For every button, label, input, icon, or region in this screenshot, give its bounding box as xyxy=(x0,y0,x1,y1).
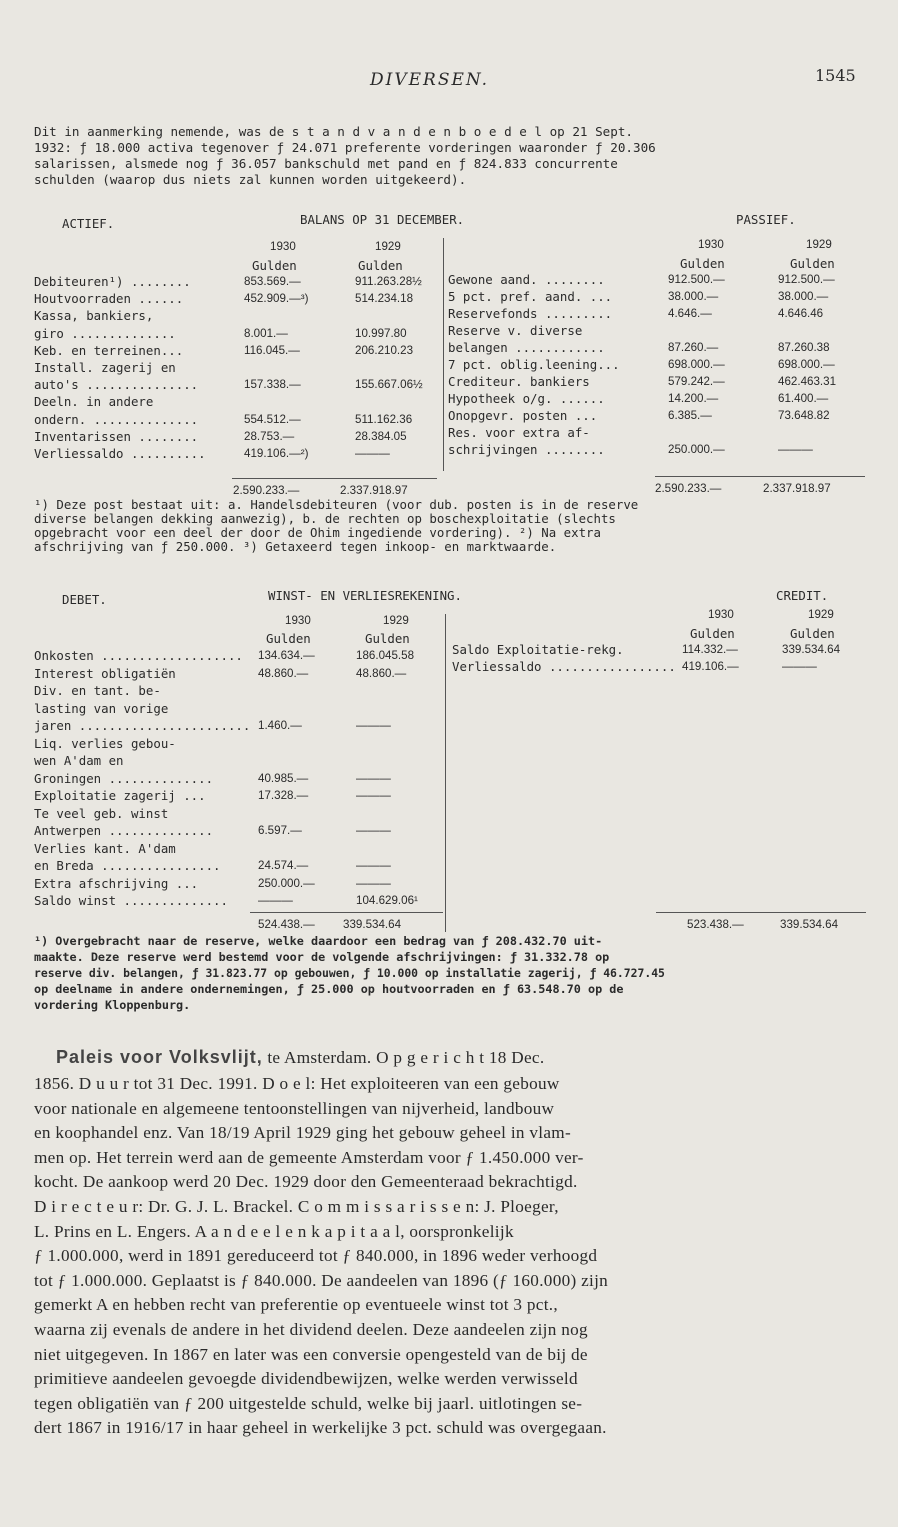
balans-passief-year-1930: 1930 xyxy=(698,238,724,251)
actief-row-value-1929: 206.210.23 xyxy=(355,343,414,357)
winst-credit-unit-1929: Gulden xyxy=(790,626,835,641)
debet-row-label: Te veel geb. winst xyxy=(34,805,169,821)
intro-line-1: Dit in aanmerking nemende, was de s t a n d v a n d e n b o e d e l op 21 Sept. xyxy=(34,124,633,139)
balans-passief-heading: PASSIEF. xyxy=(736,212,796,227)
balans-note-2: diverse belangen dekking aanwezig), b. de rechten op boschexploitatie (slechts xyxy=(34,511,616,526)
debet-row-value-1930: 40.985.— xyxy=(258,771,309,785)
passief-row-value-1930: 87.260.— xyxy=(668,341,719,354)
intro-line-2: 1932: ƒ 18.000 activa tegenover ƒ 24.071 preferente vorderingen waaronder ƒ 20.306 xyxy=(34,140,656,155)
passief-row-value-1930: 4.646.— xyxy=(668,307,712,320)
company-paragraph-line: voor nationale en algemeene tentoonstellingen van nijverheid, landbouw xyxy=(34,1098,555,1118)
actief-row-label: ondern. .............. xyxy=(34,411,199,427)
balans-passief-year-1929: 1929 xyxy=(806,238,832,251)
passief-row-label: 5 pct. pref. aand. ... xyxy=(448,289,613,304)
actief-row-value-1930: 116.045.— xyxy=(244,343,300,357)
debet-row-value-1929: 186.045.58 xyxy=(356,649,415,662)
balans-note-3: opgebracht voor een deel der door de Ohim ingediende vordering). ²) Na extra xyxy=(34,525,601,540)
actief-row-value-1929: 911.263.28½ xyxy=(355,275,422,288)
debet-row-value-1930: 48.860.— xyxy=(258,666,309,680)
actief-row-value-1930: 554.512.— xyxy=(244,412,301,426)
actief-row-value-1929: 28.384.05 xyxy=(355,429,407,443)
actief-row-value-1930: 853.569.— xyxy=(244,275,301,288)
company-paragraph-line: kocht. De aankoop werd 20 Dec. 1929 door den Gemeenteraad bekrachtigd. xyxy=(34,1172,578,1192)
company-first-line xyxy=(56,1046,544,1071)
debet-row-value-1930: 1.460.— xyxy=(258,719,302,732)
balans-actief-unit-1930: Gulden xyxy=(252,258,297,273)
debet-row-value-1929: ——— xyxy=(356,876,391,890)
actief-row-value-1930: 452.909.—³) xyxy=(244,292,309,306)
passief-row-value-1929: 38.000.— xyxy=(778,290,829,303)
company-paragraph-line: L. Prins en L. Engers. A a n d e e l e n k a p i t a a l, oorspronkelijk xyxy=(34,1221,514,1241)
winst-debet-year-1929: 1929 xyxy=(383,614,409,627)
passief-row-label: belangen ............ xyxy=(448,340,605,355)
passief-row-value-1929: 4.646.46 xyxy=(778,307,824,320)
winst-note-5: vordering Kloppenburg. xyxy=(34,998,191,1012)
debet-row-label: Exploitatie zagerij ... xyxy=(34,788,206,803)
company-paragraph-line: dert 1867 in 1916/17 in haar geheel in werkelijke 3 pct. schuld was overgegaan. xyxy=(34,1418,607,1438)
winst-credit-year-1929: 1929 xyxy=(808,608,834,621)
passief-row-value-1930: 912.500.— xyxy=(668,273,725,286)
passief-row-value-1930: 14.200.— xyxy=(668,392,719,405)
passief-row-label: 7 pct. oblig.leening... xyxy=(448,357,620,372)
actief-row-label: Verliessaldo .......... xyxy=(34,446,206,461)
debet-row-value-1930: 6.597.— xyxy=(258,824,302,837)
company-paragraph-line: waarna zij evenals de andere in het dividend deelen. Deze aandeelen zijn nog xyxy=(34,1320,588,1339)
winst-credit-heading: CREDIT. xyxy=(776,588,829,603)
actief-row-label: Kassa, bankiers, xyxy=(34,308,154,324)
debet-row-value-1930: 17.328.— xyxy=(258,789,309,802)
passief-row-value-1929: 73.648.82 xyxy=(778,409,830,422)
passief-row-label: Onopgevr. posten ... xyxy=(448,408,598,423)
debet-row-label: Liq. verlies gebou- xyxy=(34,735,176,751)
passief-row-value-1929: 698.000.— xyxy=(778,358,835,371)
company-paragraph-line: en koophandel enz. Van 18/19 April 1929 ging het gebouw geheel in vlam- xyxy=(34,1123,571,1143)
debet-row-value-1929: ——— xyxy=(356,771,391,785)
actief-row-value-1929: 511.162.36 xyxy=(355,412,413,426)
debet-row-label: Saldo winst .............. xyxy=(34,893,228,908)
passief-row-label: Reserve v. diverse xyxy=(448,323,583,338)
credit-row-label: Verliessaldo ................. xyxy=(452,659,676,674)
winst-debet-heading: DEBET. xyxy=(62,592,107,607)
passief-row-label: Gewone aand. ........ xyxy=(448,272,605,287)
debet-row-label: Verlies kant. A'dam xyxy=(34,840,176,856)
winst-note-1: ¹) Overgebracht naar de reserve, welke daardoor een bedrag van ƒ 208.432.70 uit- xyxy=(34,934,603,948)
debet-row-label: lasting van vorige xyxy=(34,700,169,716)
balans-title: BALANS OP 31 DECEMBER. xyxy=(300,212,465,227)
balans-passief-unit-1930: Gulden xyxy=(680,256,725,271)
winst-title: WINST- EN VERLIESREKENING. xyxy=(268,588,462,603)
actief-row-label: auto's ............... xyxy=(34,377,199,393)
debet-row-label: en Breda ................ xyxy=(34,858,221,873)
actief-row-value-1929: 514.234.18 xyxy=(355,292,414,306)
balans-actief-year-1929: 1929 xyxy=(375,240,401,253)
balans-actief-total-1930: 2.590.233.— xyxy=(233,484,300,497)
passief-row-value-1930: 38.000.— xyxy=(668,290,719,303)
debet-row-label: wen A'dam en xyxy=(34,753,124,768)
balans-note-1: ¹) Deze post bestaat uit: a. Handelsdebiteuren (voor dub. posten is in de reserve xyxy=(34,497,639,512)
debet-row-label: Div. en tant. be- xyxy=(34,683,161,698)
debet-row-label: Interest obligatiën xyxy=(34,665,176,681)
winst-debet-unit-1930: Gulden xyxy=(266,631,311,646)
actief-row-value-1929: 10.997.80 xyxy=(355,326,407,340)
actief-row-label: Install. zagerij en xyxy=(34,360,176,375)
company-name: Paleis voor Volksvlijt, xyxy=(56,1047,263,1067)
actief-row-value-1929: ——— xyxy=(355,447,390,460)
debet-row-label: Onkosten ................... xyxy=(34,648,243,663)
winst-credit-total-1929: 339.534.64 xyxy=(780,918,839,931)
actief-row-value-1930: 8.001.— xyxy=(244,326,288,340)
winst-debet-total-1930: 524.438.— xyxy=(258,918,315,931)
balans-actief-total-1929: 2.337.918.97 xyxy=(340,484,408,497)
actief-row-value-1929: 155.667.06½ xyxy=(355,378,423,392)
passief-row-value-1929: 462.463.31 xyxy=(778,375,837,388)
debet-row-value-1929: ——— xyxy=(356,824,391,837)
balans-actief-year-1930: 1930 xyxy=(270,240,296,253)
winst-note-4: op deelname in andere ondernemingen, ƒ 25.000 op houtvoorraden en ƒ 63.548.70 op de xyxy=(34,982,624,996)
winst-credit-year-1930: 1930 xyxy=(708,608,734,621)
debet-row-value-1929: 48.860.— xyxy=(356,666,407,680)
passief-row-value-1930: 250.000.— xyxy=(668,443,725,456)
credit-row-value-1929: ——— xyxy=(782,660,817,673)
balans-passief-total-1929: 2.337.918.97 xyxy=(763,482,831,495)
company-paragraph-line: niet uitgegeven. In 1867 en later was een conversie opengesteld van de bij de xyxy=(34,1344,588,1364)
actief-row-label: Houtvoorraden ...... xyxy=(34,291,184,307)
intro-line-4: schulden (waarop dus niets zal kunnen worden uitgekeerd). xyxy=(34,172,467,187)
actief-row-value-1930: 419.106.—²) xyxy=(244,447,309,460)
credit-row-value-1930: 419.106.— xyxy=(682,660,739,673)
company-paragraph-line: primitieve aandeelen gevoegde dividendbewijzen, welke werden verwisseld xyxy=(34,1369,578,1389)
passief-row-value-1930: 6.385.— xyxy=(668,409,712,422)
company-paragraph-line: ƒ 1.000.000, werd in 1891 gereduceerd tot ƒ 840.000, in 1896 weder verhoogd xyxy=(34,1246,598,1266)
passief-row-value-1930: 698.000.— xyxy=(668,358,725,371)
actief-row-label: Inventarissen ........ xyxy=(34,428,199,444)
balans-divider xyxy=(443,238,444,471)
actief-row-label: giro .............. xyxy=(34,325,176,341)
debet-row-label: Antwerpen .............. xyxy=(34,823,214,838)
debet-row-value-1930: ——— xyxy=(258,894,293,907)
winst-credit-total-1930: 523.438.— xyxy=(687,918,744,931)
winst-credit-rule xyxy=(656,912,866,913)
winst-note-3: reserve div. belangen, ƒ 31.823.77 op gebouwen, ƒ 10.000 op installatie zagerij, ƒ 46.727.45 xyxy=(34,966,665,980)
company-paragraph-line: tot ƒ 1.000.000. Geplaatst is ƒ 840.000. De aandeelen van 1896 (ƒ 160.000) zijn xyxy=(34,1270,609,1290)
page-number: 1545 xyxy=(815,66,856,85)
actief-row-label: Keb. en terreinen... xyxy=(34,342,184,358)
passief-row-value-1929: 912.500.— xyxy=(778,273,835,286)
actief-row-value-1930: 157.338.— xyxy=(244,378,301,392)
debet-row-value-1930: 134.634.— xyxy=(258,649,315,662)
winst-debet-year-1930: 1930 xyxy=(285,614,311,627)
actief-row-label: Deeln. in andere xyxy=(34,394,154,410)
actief-row-label: Debiteuren¹) ........ xyxy=(34,274,191,289)
company-paragraph-line: D i r e c t e u r: Dr. G. J. L. Brackel. C o m m i s s a r i s s e n: J. Ploeger, xyxy=(34,1197,559,1216)
balans-actief-unit-1929: Gulden xyxy=(358,258,403,273)
balans-note-4: afschrijving van ƒ 250.000. ³) Getaxeerd tegen inkoop- en marktwaarde. xyxy=(34,539,557,554)
passief-row-value-1929: 87.260.38 xyxy=(778,341,830,354)
company-paragraph-line: tegen obligatiën van ƒ 200 uitgestelde schuld, welke bij jaarl. uitlotingen se- xyxy=(34,1393,583,1413)
company-paragraph-line: men op. Het terrein werd aan de gemeente Amsterdam voor ƒ 1.450.000 ver- xyxy=(34,1147,584,1167)
company-first-line-text: te Amsterdam. O p g e r i c h t 18 Dec. xyxy=(262,1048,545,1067)
passief-row-value-1929: 61.400.— xyxy=(778,392,829,405)
balans-passief-rule xyxy=(655,476,865,477)
balans-passief-unit-1929: Gulden xyxy=(790,256,835,271)
debet-row-value-1929: ——— xyxy=(356,719,391,732)
balans-passief-total-1930: 2.590.233.— xyxy=(655,482,722,495)
debet-row-value-1929: 104.629.06¹ xyxy=(356,894,418,907)
passief-row-label: schrijvingen ........ xyxy=(448,442,605,457)
winst-debet-total-1929: 339.534.64 xyxy=(343,918,402,931)
intro-line-3: salarissen, alsmede nog ƒ 36.057 bankschuld met pand en ƒ 824.833 concurrente xyxy=(34,156,618,171)
debet-row-label: Groningen .............. xyxy=(34,770,214,786)
credit-row-value-1930: 114.332.— xyxy=(682,643,738,656)
winst-debet-rule xyxy=(250,912,443,913)
passief-row-label: Crediteur. bankiers xyxy=(448,374,590,389)
passief-row-value-1930: 579.242.— xyxy=(668,375,725,388)
winst-credit-unit-1930: Gulden xyxy=(690,626,735,641)
balans-actief-heading: ACTIEF. xyxy=(62,216,115,231)
debet-row-value-1929: ——— xyxy=(356,789,391,802)
passief-row-label: Res. voor extra af- xyxy=(448,425,590,440)
debet-row-value-1930: 24.574.— xyxy=(258,859,309,872)
winst-divider xyxy=(445,614,446,932)
winst-debet-unit-1929: Gulden xyxy=(365,631,410,646)
passief-row-label: Reservefonds ......... xyxy=(448,306,613,321)
company-paragraph-line: gemerkt A en hebben recht van preferentie op eventueele winst tot 3 pct., xyxy=(34,1295,558,1315)
running-title: DIVERSEN. xyxy=(370,70,490,90)
passief-row-value-1929: ——— xyxy=(778,443,813,456)
company-paragraph-line: 1856. D u u r tot 31 Dec. 1991. D o e l: Het exploiteeren van een gebouw xyxy=(34,1074,560,1093)
passief-row-label: Hypotheek o/g. ...... xyxy=(448,391,605,406)
winst-note-2: maakte. Deze reserve werd bestemd voor de volgende afschrijvingen: ƒ 31.332.78 op xyxy=(34,950,610,964)
balans-actief-rule xyxy=(232,478,437,479)
debet-row-label: jaren ....................... xyxy=(34,718,251,733)
actief-row-value-1930: 28.753.— xyxy=(244,429,295,443)
debet-row-label: Extra afschrijving ... xyxy=(34,875,199,891)
debet-row-value-1930: 250.000.— xyxy=(258,876,315,890)
credit-row-label: Saldo Exploitatie-rekg. xyxy=(452,642,624,657)
credit-row-value-1929: 339.534.64 xyxy=(782,643,841,656)
debet-row-value-1929: ——— xyxy=(356,859,391,872)
